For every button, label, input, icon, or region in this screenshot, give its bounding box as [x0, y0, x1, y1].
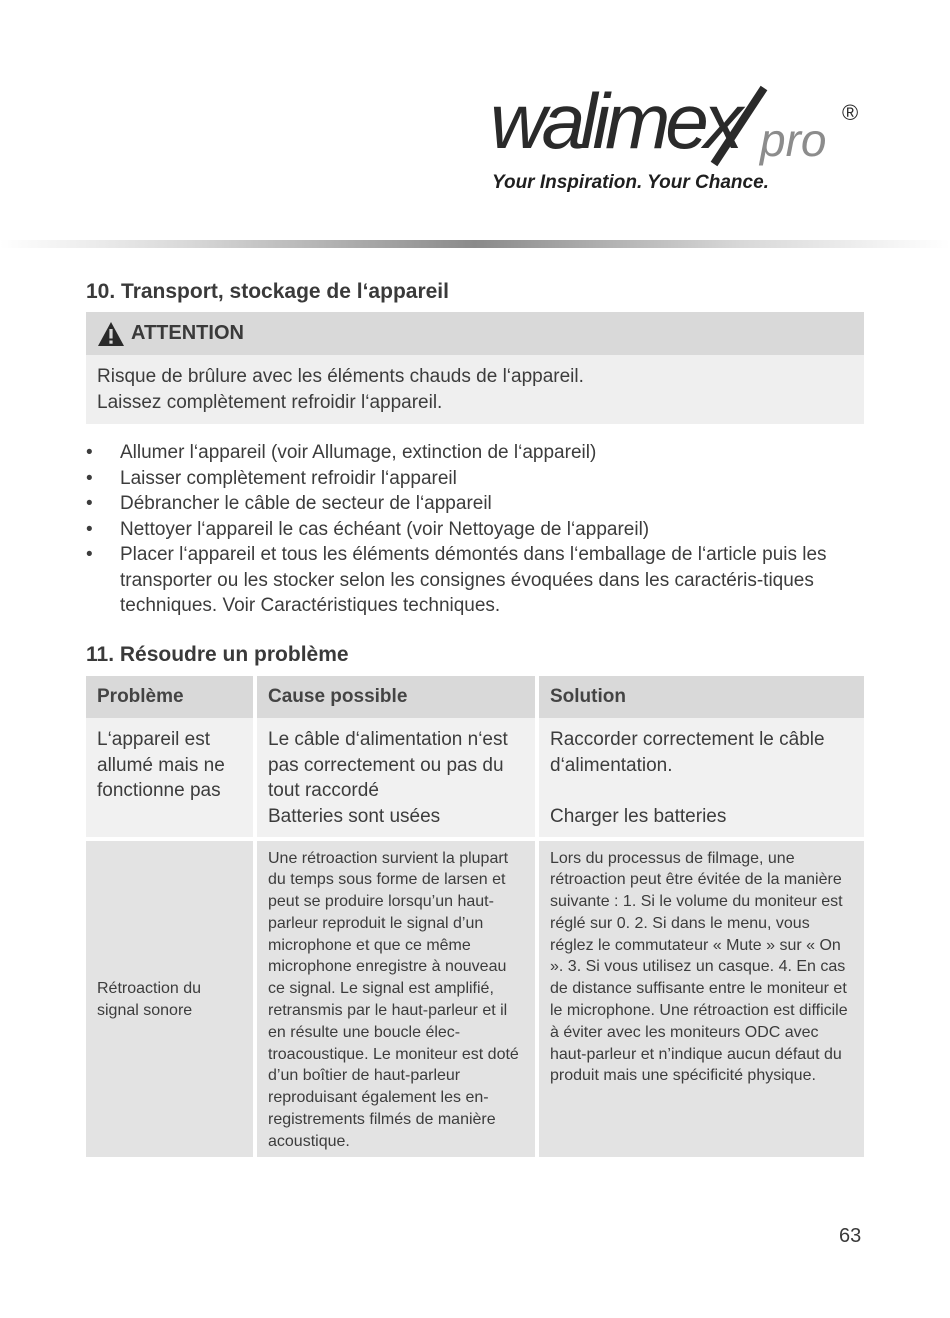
- section-10-title: 10. Transport, stockage de l‘appareil: [86, 280, 449, 303]
- troubleshooting-table: [86, 676, 864, 1157]
- brand-logo: [488, 77, 878, 200]
- cause-text: Le câble d‘alimentation n‘est pas correctement ou pas du tout raccordé: [268, 729, 508, 801]
- cause-cell: Une rétroaction survient la plupart du temps sous forme de larsen et peut se produire lorsqu’un haut-parleur reproduit le signal d’un microphone et que ce même microphone enregistre à nouveau ce signal. Le signal est amplifié, retransmis par le haut-parleur et il en résulte une boucle élec-troacoustique. Le moniteur est doté d’un boîtier de haut-parleur reproduisant également les en-registrements filmés de manière acoustique.: [257, 837, 539, 1157]
- column-header-cause: Cause possible: [257, 676, 539, 718]
- attention-line: Risque de brûlure avec les éléments chauds de l‘appareil.: [97, 366, 584, 387]
- spacer: [550, 778, 853, 804]
- tagline: Your Inspiration. Your Chance.: [492, 172, 769, 193]
- attention-body: [86, 355, 864, 424]
- cause-text: Batteries sont usées: [268, 805, 441, 827]
- solution-cell: [539, 718, 864, 837]
- solution-cell: Lors du processus de filmage, une rétroaction peut être évitée de la manière suivante : 1. Si le volume du moniteur est réglé sur 0. 2. Si dans le menu, vous réglez le commutateur « Mute » sur « On ». 3. Si vous utilisez un casque. 4. En cas de distance suffisante entre le moniteur et le microphone. Une rétroaction est difficile à éviter avec les moniteurs ODC avec haut-parleur et n’indique aucun défaut du produit mais une spécificité physique.: [539, 837, 864, 1157]
- list-item: • Placer l‘appareil et tous les éléments démontés dans l‘emballage de l‘article puis les transporter ou les stocker selon les consignes évoquées dans les caractéris-tiques techniques. Voir Caractéristiques techniques.: [86, 542, 876, 619]
- page-number: 63: [839, 1225, 862, 1247]
- walimex-pro-logo-mark: [488, 77, 878, 170]
- list-item: • Laisser complètement refroidir l‘appareil: [86, 466, 876, 492]
- problem-cell: Rétroaction du signal sonore: [86, 837, 257, 1157]
- column-header-solution: Solution: [539, 676, 864, 718]
- attention-title: ATTENTION: [131, 322, 244, 344]
- section-11-title: 11. Résoudre un problème: [86, 643, 349, 666]
- problem-cell: L‘appareil est allumé mais ne fonctionne pas: [86, 718, 257, 837]
- registered-mark: ®: [842, 100, 859, 125]
- header-divider: [0, 240, 950, 248]
- solution-text: Raccorder correctement le câble d‘alimentation.: [550, 729, 825, 776]
- warning-triangle-icon: [97, 321, 125, 347]
- table-header-row: [86, 676, 864, 718]
- solution-text: Charger les batteries: [550, 806, 727, 827]
- list-item: • Nettoyer l‘appareil le cas échéant (voir Nettoyage de l‘appareil): [86, 517, 876, 543]
- table-row: [86, 837, 864, 1157]
- transport-steps-list: [86, 440, 876, 619]
- list-item: • Débrancher le câble de secteur de l‘appareil: [86, 491, 876, 517]
- logo-pro: pro: [760, 114, 827, 166]
- table-row: [86, 718, 864, 837]
- logo-wordmark: walimex: [490, 77, 747, 165]
- list-item: • Allumer l‘appareil (voir Allumage, extinction de l‘appareil): [86, 440, 876, 466]
- column-header-problem: Problème: [86, 676, 257, 718]
- cause-cell: [257, 718, 539, 837]
- attention-header: [86, 312, 864, 355]
- attention-box: [86, 312, 864, 424]
- attention-line: Laissez complètement refroidir l‘appareil.: [97, 392, 443, 413]
